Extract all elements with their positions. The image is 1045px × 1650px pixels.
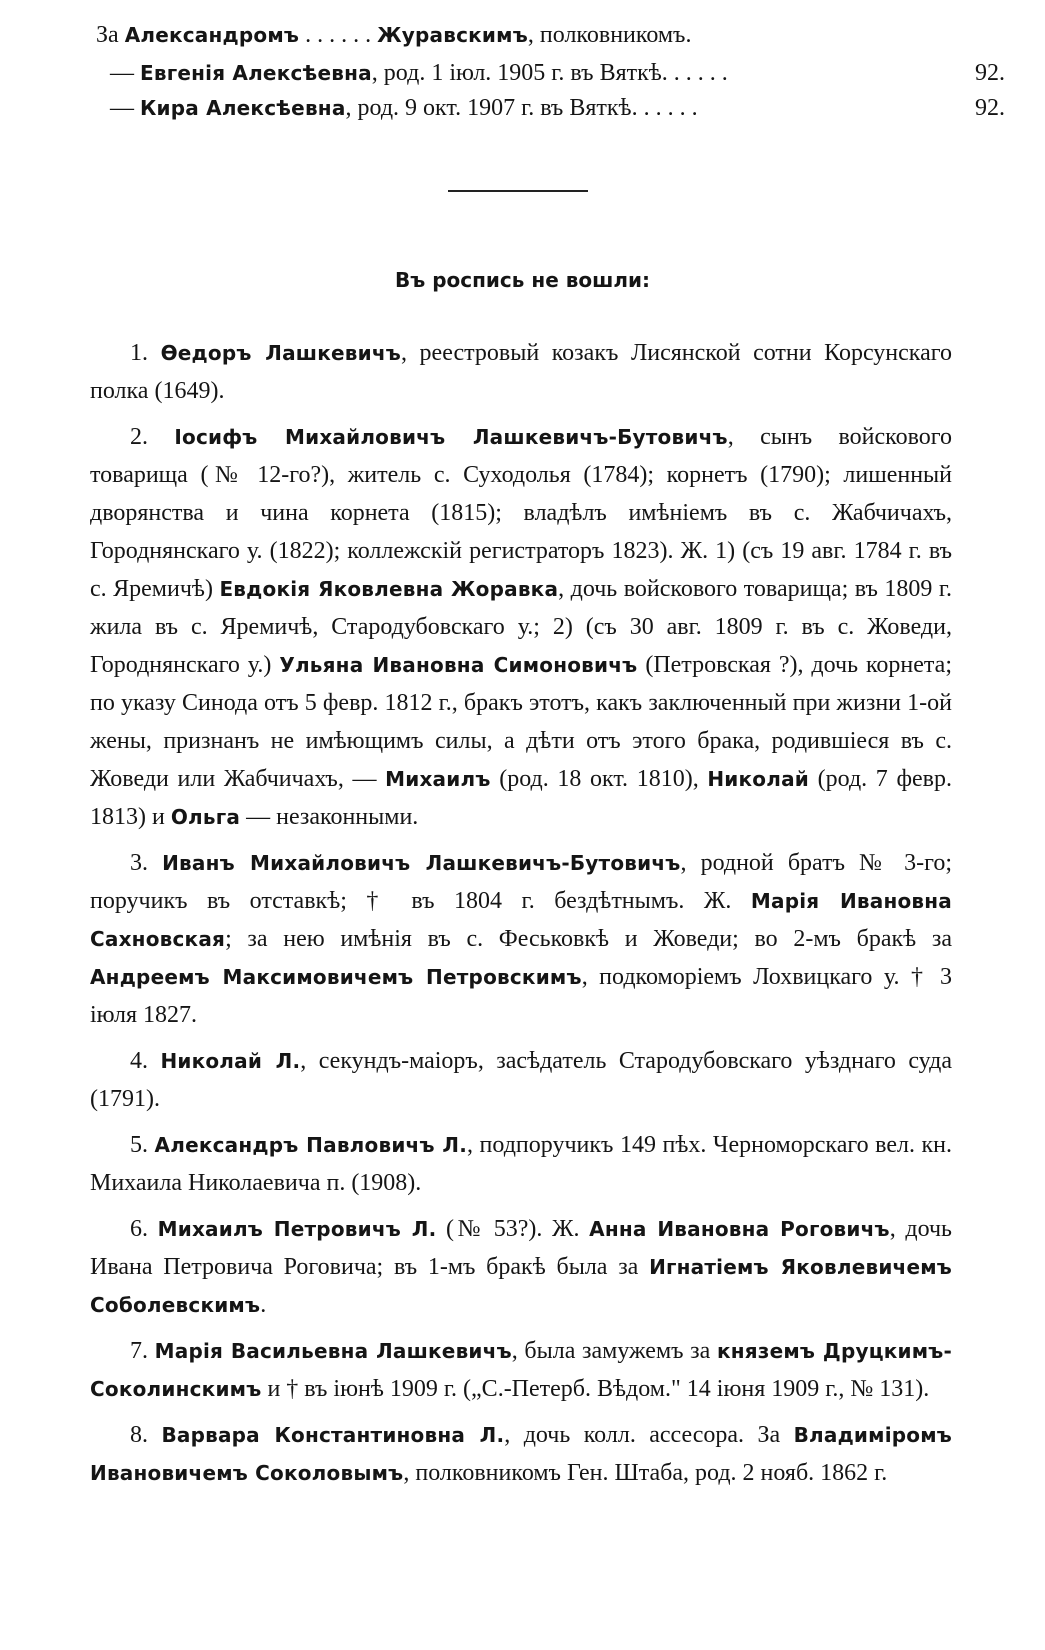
entry-number: 7.: [130, 1338, 155, 1364]
person-name: Андреемъ Максимовичемъ Петровскимъ: [90, 965, 582, 989]
entry-8: [90, 1416, 952, 1492]
entry-5: [90, 1126, 952, 1202]
entry-3: [90, 844, 952, 1034]
entry-text: , секундъ-маіоръ, засѣдатель Стародубовскаго уѣзднаго суда (1791).: [90, 1048, 953, 1112]
entry-6: [90, 1210, 952, 1324]
entry-text: , дочь войскового товарища; въ 1809 г. жила въ с. Яремичѣ, Стародубовскаго у.; 2) (съ 30 авг. 1809 г. въ с. Жоведи, Городнянскаго у.): [90, 576, 953, 678]
person-name: Ѳедоръ Лашкевичъ: [160, 341, 401, 365]
person-name: Кира Алексѣевна: [140, 96, 346, 120]
section-divider: [448, 190, 588, 192]
person-name: княземъ Друцкимъ-Соколинскимъ: [90, 1339, 952, 1401]
person-name: Евдокія Яковлевна Жоравка: [219, 577, 559, 601]
entry-text: ; за нею имѣнія въ с. Феськовкѣ и Жоведи; во 2-мъ бракѣ за: [225, 926, 952, 952]
leader-dots: . . . . . .: [299, 22, 378, 48]
entry-text: , реестровый козакъ Лисянской сотни Корсунскаго полка (1649).: [90, 340, 952, 404]
person-name: Михаилъ Петровичъ Л.: [157, 1217, 437, 1241]
person-name: Иванъ Михайловичъ Лашкевичъ-Бутовичъ: [162, 851, 681, 875]
text: , род. 9 окт. 1907 г. въ Вяткѣ. . . . . .: [345, 95, 698, 121]
entry-text: (№ 53?). Ж.: [436, 1216, 590, 1242]
entry-1: [90, 334, 952, 410]
entry-text: , дочь Ивана Петровича Роговича; въ 1-мъ бракѣ была за: [90, 1216, 953, 1280]
person-name: Марія Васильевна Лашкевичъ: [154, 1339, 512, 1363]
person-name: Александромъ: [124, 23, 300, 47]
entry-number: 4.: [130, 1048, 161, 1074]
entry-text: — незаконными.: [240, 804, 419, 830]
person-name: Николай Л.: [160, 1049, 301, 1073]
person-name: Іосифъ Михайловичъ Лашкевичъ-Бутовичъ: [174, 425, 728, 449]
text: , род. 1 іюл. 1905 г. въ Вяткѣ. . . . . .: [371, 60, 728, 86]
person-name: Евгенія Алексѣевна: [140, 61, 372, 85]
person-name: Ольга: [170, 805, 241, 829]
entries-list: [90, 334, 952, 1492]
text: За: [96, 22, 125, 48]
entry-number: 6.: [130, 1216, 158, 1242]
section-heading: Въ роспись не вошли:: [394, 268, 651, 292]
dash: —: [110, 95, 140, 121]
entry-number: 3.: [130, 850, 163, 876]
person-name: Игнатіемъ Яковлевичемъ Соболевскимъ: [90, 1255, 953, 1317]
entry-text: , была замужемъ за: [511, 1338, 717, 1364]
person-name: Анна Ивановна Роговичъ: [589, 1217, 890, 1241]
entry-4: [90, 1042, 952, 1118]
entry-number: 8.: [130, 1422, 162, 1448]
entry-text: , подпоручикъ 149 пѣх. Черноморскаго вел. кн. Михаила Николаевича п. (1908).: [90, 1132, 953, 1196]
person-name: Михаилъ: [385, 767, 491, 791]
person-name: Марія Ивановна Сахновская: [90, 889, 952, 951]
entry-text: .: [260, 1292, 267, 1318]
person-name: Ульяна Ивановна Симоновичъ: [279, 653, 638, 677]
dash: —: [110, 60, 140, 86]
entry-number: 2.: [130, 424, 175, 450]
entry-text: (род. 18 окт. 1810),: [490, 766, 708, 792]
person-name: Варвара Константиновна Л.: [161, 1423, 505, 1447]
entry-7: [90, 1332, 952, 1408]
entry-text: , дочь колл. ассесора. За: [504, 1422, 794, 1448]
entry-2: [90, 418, 952, 836]
person-name: Николай: [707, 767, 809, 791]
entry-text: (род. 7 февр. 1813) и: [90, 766, 952, 830]
page-reference: 92.: [975, 95, 1005, 121]
entry-text: , сынъ войскового товарища (№ 12-го?), житель с. Суходолья (1784); корнетъ (1790); лишенный дворянства и чина корнета (1815); владѣлъ имѣніемъ въ с. Жабчичахъ, Городнянскаго у. (1822); коллежскій регистраторъ 1823). Ж. 1) (съ 19 авг. 1784 г. въ с. Яремичѣ): [90, 424, 952, 602]
entry-text: и † въ іюнѣ 1909 г. („С.-Петерб. Вѣдом." 14 іюня 1909 г., № 131).: [261, 1376, 930, 1402]
entry-number: 5.: [130, 1132, 155, 1158]
person-name: Журавскимъ: [377, 23, 528, 47]
entry-text: , подкоморіемъ Лохвицкаго у. † 3 іюля 1827.: [90, 964, 952, 1028]
entry-text: (Петровская ?), дочь корнета; по указу Синода отъ 5 февр. 1812 г., бракъ этотъ, какъ заключенный при жизни 1-ой жены, признанъ не имѣющимъ силы, а дѣти отъ этого брака, родившіеся въ с. Жоведи или Жабчичахъ, —: [90, 652, 953, 792]
text: , полковникомъ.: [527, 22, 692, 48]
entry-number: 1.: [130, 340, 161, 366]
person-name: Владиміромъ Ивановичемъ Соколовымъ: [90, 1423, 952, 1485]
entry-text: , родной братъ № 3-го; поручикъ въ отставкѣ; † въ 1804 г. бездѣтнымъ. Ж.: [90, 850, 953, 914]
entry-text: , полковникомъ Ген. Штаба, род. 2 нояб. 1862 г.: [403, 1460, 888, 1486]
page-reference: 92.: [975, 60, 1005, 86]
person-name: Александръ Павловичъ Л.: [154, 1133, 468, 1157]
